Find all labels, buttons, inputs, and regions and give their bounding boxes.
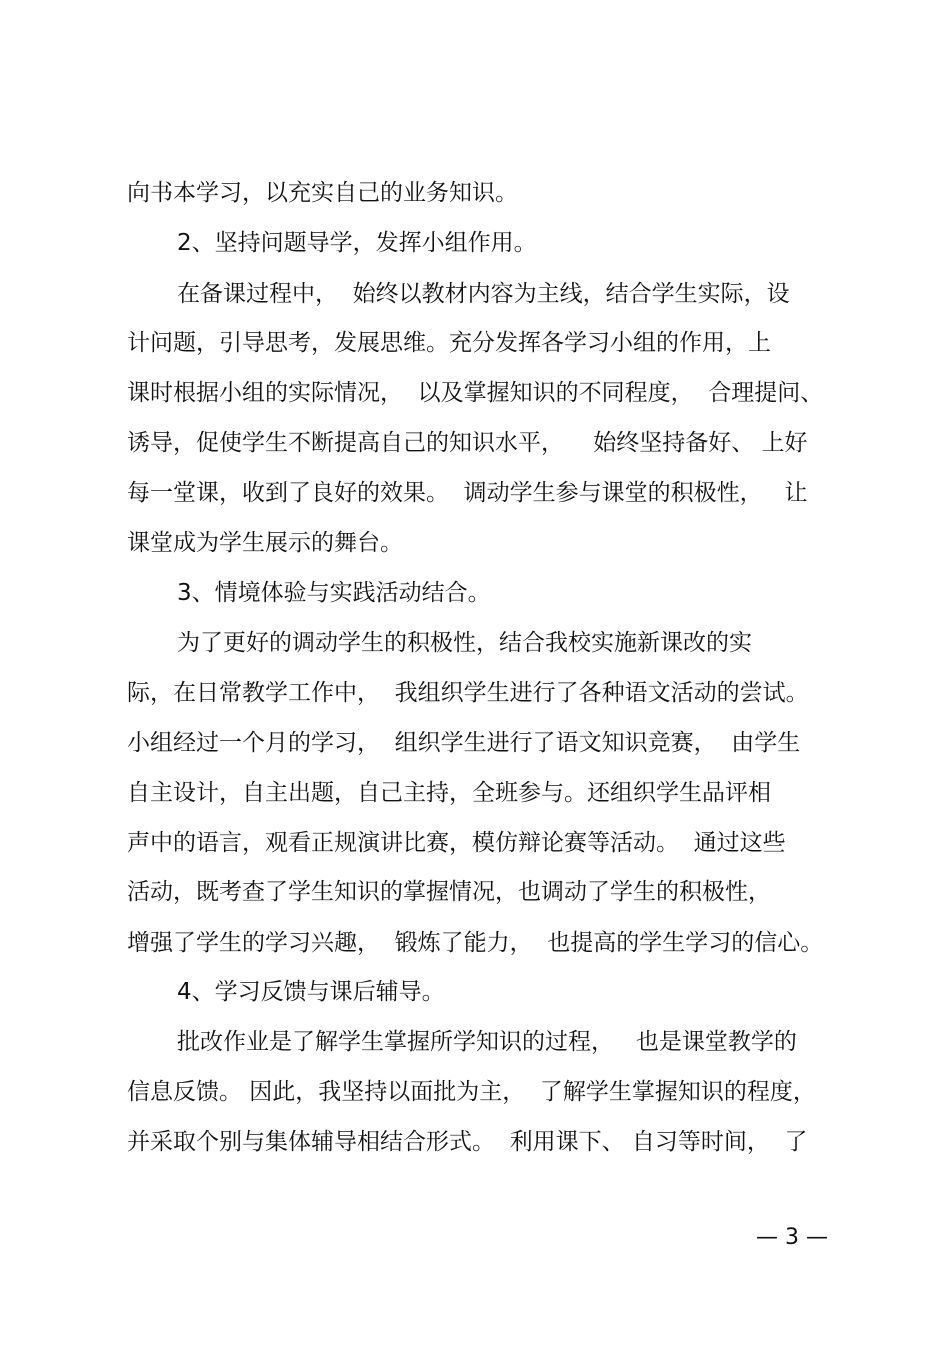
text-line-11: 际，在日常教学工作中， 我组织学生进行了各种语文活动的尝试。 bbox=[127, 680, 809, 706]
text-line-14: 声中的语言，观看正规演讲比赛，模仿辩论赛等活动。 通过这些 bbox=[127, 830, 786, 856]
heading-4: 4、学习反馈与课后辅导。 bbox=[177, 979, 445, 1005]
text-line-7: 每一堂课，收到了良好的效果。 调动学生参与课堂的积极性， 让 bbox=[127, 480, 808, 506]
text-line-3: 在备课过程中， 始终以教材内容为主线，结合学生实际，设 bbox=[177, 281, 790, 307]
text-line-19: 信息反馈。 因此，我坚持以面批为主， 了解学生掌握知识的程度， bbox=[127, 1079, 816, 1105]
heading-3: 3、情境体验与实践活动结合。 bbox=[177, 580, 491, 606]
text-line-20: 并采取个别与集体辅导相结合形式。 利用课下、 自习等时间， 了 bbox=[127, 1129, 808, 1155]
text-line-18: 批改作业是了解学生掌握所学知识的过程， 也是课堂教学的 bbox=[177, 1029, 797, 1055]
text-line-10: 为了更好的调动学生的积极性，结合我校实施新课改的实 bbox=[177, 630, 752, 656]
heading-2: 2、坚持问题导学，发挥小组作用。 bbox=[177, 230, 537, 256]
text-line-12: 小组经过一个月的学习， 组织学生进行了语文知识竞赛， 由学生 bbox=[127, 730, 801, 756]
text-line-4: 计问题，引导思考，发展思维。充分发挥各学习小组的作用，上 bbox=[127, 330, 771, 356]
text-line-16: 增强了学生的学习兴趣， 锻炼了能力， 也提高的学生学习的信心。 bbox=[127, 930, 824, 956]
text-line-6: 诱导，促使学生不断提高自己的知识水平， 始终坚持备好、 上好 bbox=[127, 430, 808, 456]
text-line-15: 活动，既考查了学生知识的掌握情况，也调动了学生的积极性， bbox=[127, 879, 771, 905]
text-line-8: 课堂成为学生展示的舞台。 bbox=[127, 530, 403, 556]
page-number: — 3 — bbox=[756, 1225, 828, 1250]
text-line-13: 自主设计，自主出题，自己主持，全班参与。还组织学生品评相 bbox=[127, 780, 771, 806]
text-line-1: 向书本学习，以充实自己的业务知识。 bbox=[127, 180, 518, 206]
text-line-5: 课时根据小组的实际情况， 以及掌握知识的不同程度， 合理提问、 bbox=[127, 380, 824, 406]
